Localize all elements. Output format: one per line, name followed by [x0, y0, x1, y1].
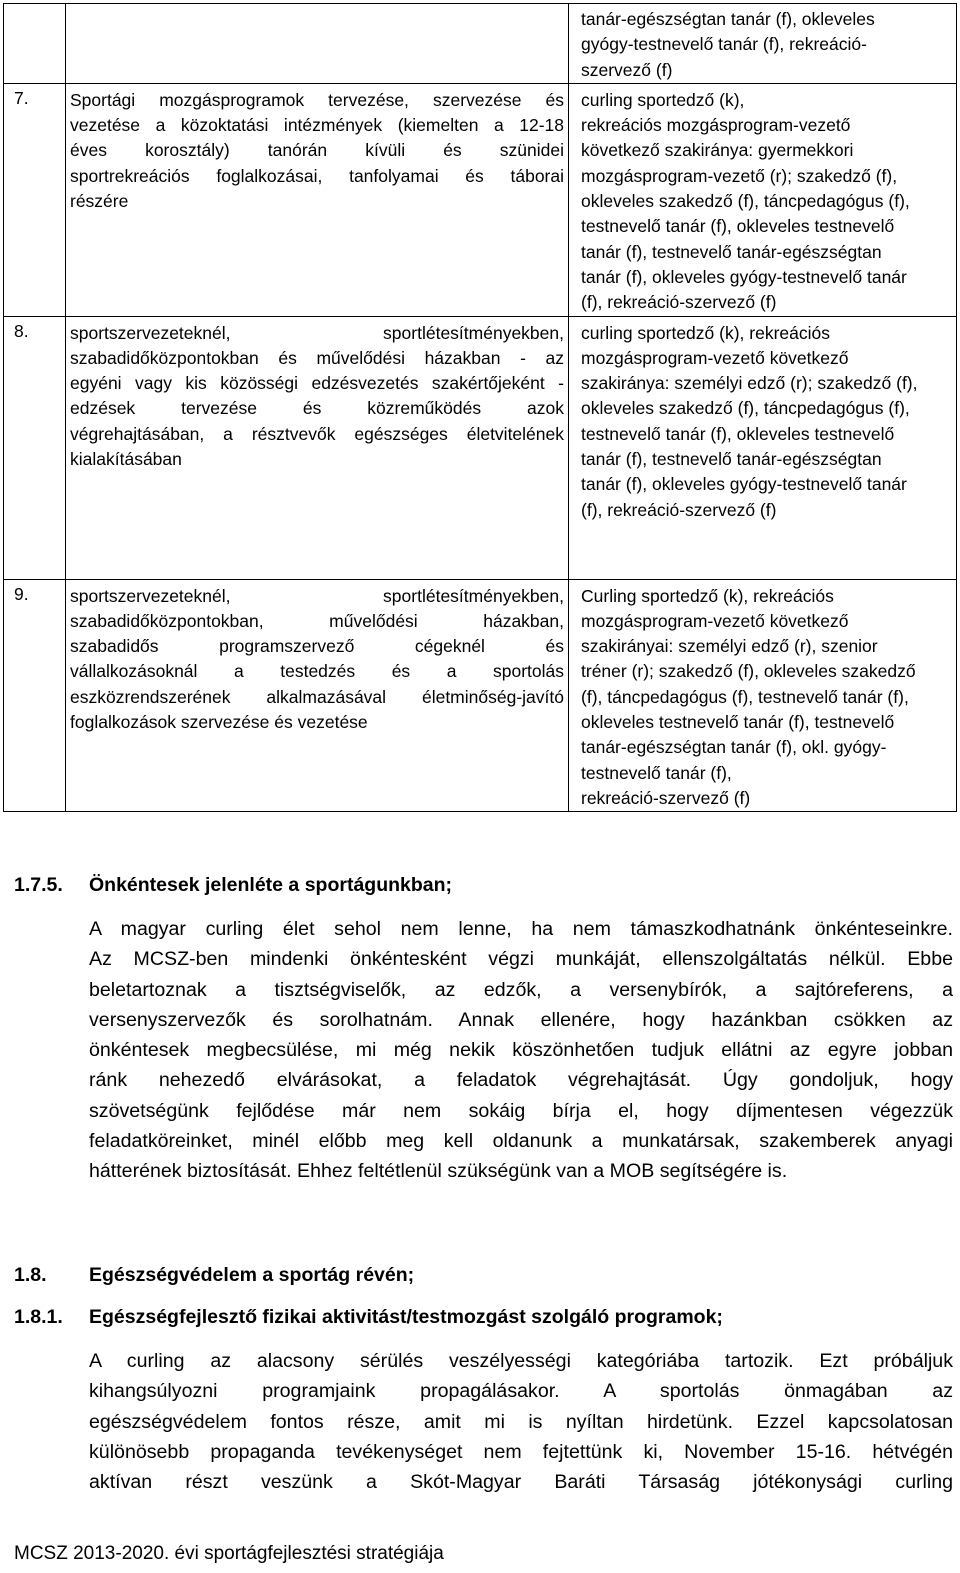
desc-line: kialakításában — [70, 449, 182, 470]
desc-line: egyéni vagy kis közösségi edzésvezetés szakértőjeként - — [70, 373, 564, 394]
paragraph-line: egészségvédelem fontos része, amit mi is nyíltan hirdetünk. Ezzel kapcsolatosan — [89, 1410, 953, 1433]
section-number: 1.8.1. — [14, 1306, 63, 1328]
qual-line: curling sportedző (k), — [581, 89, 745, 110]
qual-line: okleveles szakedző (f), táncpedagógus (f), — [581, 191, 910, 212]
paragraph-line: kihangsúlyozni programjaink propagálásakor. A sportolás önmagában az — [89, 1380, 953, 1403]
row-number: 8. — [4, 316, 66, 579]
qual-line: (f), rekreáció-szervező (f) — [581, 499, 777, 520]
row-number: 7. — [4, 83, 66, 316]
qual-line: tanár (f), testnevelő tanár-egészségtan — [581, 241, 882, 262]
qual-line: okleveles testnevelő tanár (f), testnevelő — [581, 712, 895, 733]
desc-line: sportszervezeteknél, sportlétesítményekben, — [70, 322, 564, 343]
qual-line: mozgásprogram-vezető (r); szakedző (f), — [581, 165, 898, 186]
row-qualifications — [569, 579, 957, 812]
desc-line: vezetése a közoktatási intézmények (kiemelten a 12-18 — [70, 115, 564, 136]
desc-line: szabadidős programszervező cégeknél és — [70, 636, 564, 657]
paragraph-line: feladatköreinket, minél előbb meg kell oldanunk a munkatársak, szakemberek anyagi — [89, 1130, 953, 1153]
qual-line: (f), táncpedagógus (f), testnevelő tanár (f), — [581, 686, 909, 707]
desc-line: szabadidőközpontokban, művelődési házakban, — [70, 610, 564, 631]
table-row — [4, 579, 957, 812]
page-footer: MCSZ 2013-2020. évi sportágfejlesztési stratégiája — [14, 1543, 444, 1564]
row-qualifications — [569, 83, 957, 316]
desc-line: vállalkozásoknál a testedzés és a sportolás — [70, 661, 564, 682]
section-number: 1.8. — [14, 1264, 47, 1286]
row-number: 9. — [4, 579, 66, 812]
qual-line: testnevelő tanár (f), okleveles testnevelő — [581, 216, 895, 237]
section-title: Egészségvédelem a sportág révén; — [89, 1264, 415, 1286]
qual-line: tréner (r); szakedző (f), okleveles szakedző — [581, 661, 916, 682]
qual-line: Curling sportedző (k), rekreációs — [581, 585, 834, 606]
paragraph-line: A curling az alacsony sérülés veszélyességi kategóriába tartozik. Ezt próbáljuk — [89, 1350, 953, 1372]
desc-line: végrehajtásában, a résztvevők egészséges életvitelének — [70, 423, 564, 444]
qual-line: tanár-egészségtan tanár (f), okl. gyógy- — [581, 737, 887, 758]
qual-line: curling sportedző (k), rekreációs — [581, 322, 830, 343]
row-description — [66, 579, 569, 812]
qualification-table — [3, 3, 957, 812]
row-description — [66, 316, 569, 579]
health-paragraph — [89, 1346, 953, 1497]
qual-line: szakiránya: személyi edző (r); szakedző (f), — [581, 373, 918, 394]
qual-line: gyógy-testnevelő tanár (f), rekreáció- — [581, 34, 867, 55]
qual-line: tanár-egészségtan tanár (f), okleveles — [581, 9, 875, 29]
qual-line: mozgásprogram-vezető következő — [581, 610, 849, 631]
qual-line: következő szakiránya: gyermekkori — [581, 140, 854, 161]
qual-line: (f), rekreáció-szervező (f) — [581, 292, 777, 313]
qual-line: okleveles szakedző (f), táncpedagógus (f), — [581, 398, 910, 419]
qual-line: rekreáció-szervező (f) — [581, 787, 751, 808]
paragraph-line: önkéntesek megbecsülése, mi még nekik köszönhetően tudjuk ellátni az egyre jobban — [89, 1039, 953, 1062]
desc-line: sportrekreációs foglalkozásai, tanfolyamai és táborai — [70, 165, 564, 186]
desc-line: eszközrendszerének alkalmazásával életminőség-javító — [70, 686, 564, 707]
table-row — [4, 4, 957, 84]
section-title: Egészségfejlesztő fizikai aktivitást/testmozgást szolgáló programok; — [89, 1306, 723, 1328]
paragraph-line: ránk nehezedő elvárásokat, a feladatok végrehajtását. Úgy gondoljuk, hogy — [89, 1069, 953, 1092]
desc-line: szabadidőközpontokban és művelődési házakban - az — [70, 347, 564, 368]
paragraph-line: különösebb propaganda tevékenységet nem fejtettünk ki, November 15-16. hétvégén — [89, 1440, 953, 1463]
paragraph-line: szövetségünk fejlődése már nem sokáig bírja el, hogy díjmentesen végezzük — [89, 1099, 953, 1122]
row-qualifications — [569, 316, 957, 579]
section-title: Önkéntesek jelenléte a sportágunkban; — [89, 874, 453, 896]
paragraph-line: A magyar curling élet sehol nem lenne, ha nem támaszkodhatnánk önkénteseinkre. — [89, 918, 953, 940]
table-row — [4, 316, 957, 579]
qual-line: tanár (f), okleveles gyógy-testnevelő tanár — [581, 474, 907, 495]
paragraph-line: Az MCSZ-ben mindenki önkéntesként végzi munkáját, ellenszolgáltatás nélkül. Ebbe — [89, 948, 953, 971]
section-number: 1.7.5. — [14, 874, 63, 896]
volunteers-paragraph — [89, 914, 953, 1187]
desc-line: edzések tervezése és közreműködés azok — [70, 398, 564, 419]
paragraph-line: versenyszervezők és sorolhatnám. Annak ellenére, hogy hazánkban csökken az — [89, 1008, 953, 1031]
desc-line: Sportági mozgásprogramok tervezése, szervezése és — [70, 89, 564, 110]
table-row — [4, 83, 957, 316]
qual-line: testnevelő tanár (f), — [581, 762, 732, 783]
paragraph-line: beletartoznak a tisztségviselők, az edzők, a versenybírók, a sajtóreferens, a — [89, 978, 953, 1001]
desc-line: foglalkozások szervezése és vezetése — [70, 712, 368, 733]
table-cell-desc — [66, 4, 569, 84]
desc-line: éves korosztály) tanórán kívüli és szünidei — [70, 140, 564, 161]
paragraph-line: hátterének biztosítását. Ehhez feltétlenül szükségünk van a MOB segítségére is. — [89, 1160, 788, 1183]
qual-line: szakirányai: személyi edző (r), szenior — [581, 636, 878, 657]
qual-line: mozgásprogram-vezető következő — [581, 347, 849, 368]
qual-line: tanár (f), okleveles gyógy-testnevelő tanár — [581, 266, 907, 287]
qual-line: tanár (f), testnevelő tanár-egészségtan — [581, 449, 882, 470]
row-description — [66, 83, 569, 316]
qual-line: rekreációs mozgásprogram-vezető — [581, 115, 851, 136]
paragraph-line: aktívan részt veszünk a Skót-Magyar Baráti Társaság jótékonysági curling — [89, 1471, 953, 1494]
desc-line: sportszervezeteknél, sportlétesítményekben, — [70, 585, 564, 606]
qual-line: testnevelő tanár (f), okleveles testnevelő — [581, 423, 895, 444]
table-cell-quals-carry — [569, 4, 957, 84]
desc-line: részére — [70, 191, 129, 212]
table-cell-num — [4, 4, 66, 84]
qual-line: szervező (f) — [581, 59, 673, 80]
